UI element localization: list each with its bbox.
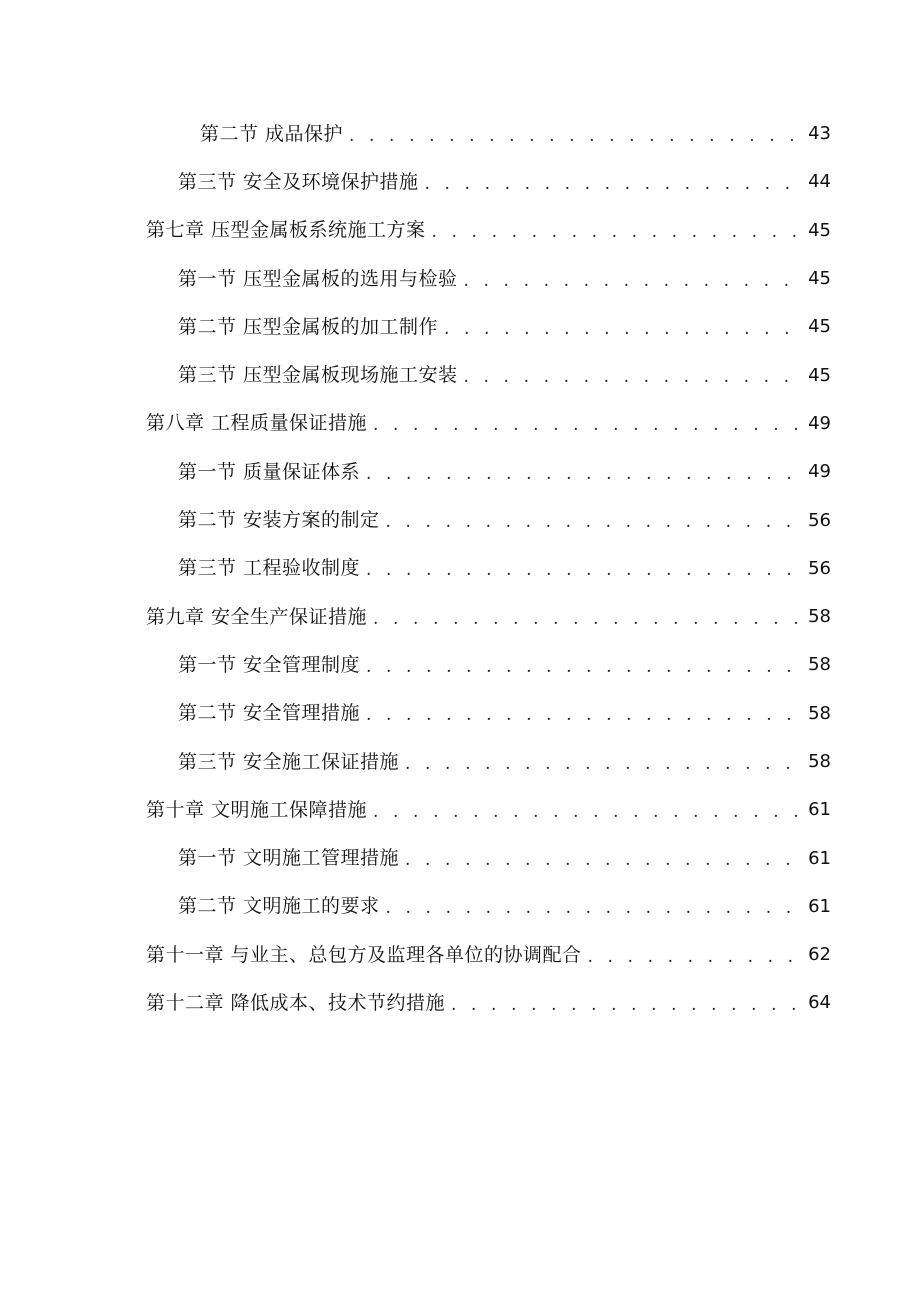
toc-dot-leader bbox=[373, 804, 802, 821]
toc-page-number: 56 bbox=[808, 509, 831, 531]
toc-entry-title: 第二节 成品保护 bbox=[200, 122, 344, 145]
toc-chapter-entry[interactable] bbox=[0, 207, 920, 255]
toc-dot-leader bbox=[373, 417, 802, 434]
toc-dot-leader bbox=[386, 900, 803, 917]
toc-entry[interactable] bbox=[0, 110, 920, 158]
toc-page-number: 61 bbox=[808, 895, 831, 917]
toc-dot-leader bbox=[405, 852, 802, 869]
toc-entry-title: 第三节 安全施工保证措施 bbox=[178, 750, 400, 773]
toc-dot-leader bbox=[451, 997, 802, 1014]
toc-dot-leader bbox=[386, 514, 803, 531]
toc-dot-leader bbox=[405, 756, 802, 773]
toc-entry[interactable] bbox=[0, 883, 920, 931]
toc-dot-leader bbox=[464, 369, 803, 386]
toc-page-number: 58 bbox=[808, 606, 831, 628]
toc-chapter-entry[interactable] bbox=[0, 593, 920, 641]
toc-entry[interactable] bbox=[0, 738, 920, 786]
toc-page-number: 49 bbox=[808, 412, 831, 434]
toc-page-number: 56 bbox=[808, 557, 831, 579]
toc-page-number: 64 bbox=[808, 992, 831, 1014]
toc-page-number: 45 bbox=[808, 219, 831, 241]
toc-dot-leader bbox=[464, 273, 803, 290]
toc-entry[interactable] bbox=[0, 255, 920, 303]
toc-dot-leader bbox=[373, 611, 802, 628]
toc-dot-leader bbox=[366, 466, 802, 483]
toc-entry[interactable] bbox=[0, 351, 920, 399]
toc-dot-leader bbox=[432, 224, 803, 241]
toc-dot-leader bbox=[444, 321, 802, 338]
toc-page-number: 43 bbox=[808, 123, 831, 145]
toc-entry-title: 第十一章 与业主、总包方及监理各单位的协调配合 bbox=[146, 943, 582, 966]
toc-entry-title: 第三节 压型金属板现场施工安装 bbox=[178, 364, 458, 387]
toc-entry-title: 第二节 文明施工的要求 bbox=[178, 895, 380, 918]
toc-entry-title: 第十章 文明施工保障措施 bbox=[146, 798, 368, 821]
toc-dot-leader bbox=[366, 659, 802, 676]
toc-page-number: 61 bbox=[808, 847, 831, 869]
toc-entry-title: 第一节 质量保证体系 bbox=[178, 460, 361, 483]
toc-page-number: 58 bbox=[808, 751, 831, 772]
toc-chapter-entry[interactable] bbox=[0, 786, 920, 834]
table-of-contents bbox=[0, 110, 920, 1028]
toc-entry-title: 第七章 压型金属板系统施工方案 bbox=[146, 219, 426, 242]
toc-dot-leader bbox=[588, 949, 803, 966]
toc-entry[interactable] bbox=[0, 448, 920, 496]
toc-dot-leader bbox=[366, 562, 802, 579]
toc-entry-title: 第二节 压型金属板的加工制作 bbox=[178, 315, 439, 338]
toc-entry-title: 第一节 文明施工管理措施 bbox=[178, 847, 400, 870]
toc-entry-title: 第十二章 降低成本、技术节约措施 bbox=[146, 991, 446, 1014]
toc-dot-leader bbox=[425, 176, 803, 193]
toc-page-number: 49 bbox=[808, 461, 831, 483]
toc-page-number: 45 bbox=[808, 268, 831, 290]
toc-page-number: 58 bbox=[808, 654, 831, 676]
toc-entry[interactable] bbox=[0, 158, 920, 206]
toc-page-number: 45 bbox=[808, 316, 831, 338]
toc-entry[interactable] bbox=[0, 834, 920, 882]
toc-entry[interactable] bbox=[0, 641, 920, 689]
toc-page-number: 62 bbox=[808, 944, 831, 966]
toc-entry[interactable] bbox=[0, 303, 920, 351]
toc-chapter-entry[interactable] bbox=[0, 931, 920, 979]
toc-chapter-entry[interactable] bbox=[0, 400, 920, 448]
toc-dot-leader bbox=[349, 128, 802, 145]
toc-entry[interactable] bbox=[0, 545, 920, 593]
toc-entry-title: 第三节 安全及环境保护措施 bbox=[178, 170, 419, 193]
toc-entry-title: 第二节 安全管理措施 bbox=[178, 702, 361, 725]
toc-page-number: 45 bbox=[808, 364, 831, 386]
toc-entry-title: 第二节 安装方案的制定 bbox=[178, 509, 380, 532]
toc-chapter-entry[interactable] bbox=[0, 979, 920, 1027]
toc-page-number: 61 bbox=[808, 799, 831, 821]
toc-entry-title: 第三节 工程验收制度 bbox=[178, 557, 361, 580]
toc-entry-title: 第一节 压型金属板的选用与检验 bbox=[178, 267, 458, 290]
toc-dot-leader bbox=[366, 707, 802, 724]
toc-entry-title: 第一节 安全管理制度 bbox=[178, 653, 361, 676]
toc-page-number: 58 bbox=[808, 702, 831, 724]
toc-page-number: 44 bbox=[808, 171, 831, 193]
toc-entry[interactable] bbox=[0, 496, 920, 544]
toc-entry-title: 第九章 安全生产保证措施 bbox=[146, 605, 368, 628]
toc-entry[interactable] bbox=[0, 690, 920, 738]
toc-entry-title: 第八章 工程质量保证措施 bbox=[146, 412, 368, 435]
